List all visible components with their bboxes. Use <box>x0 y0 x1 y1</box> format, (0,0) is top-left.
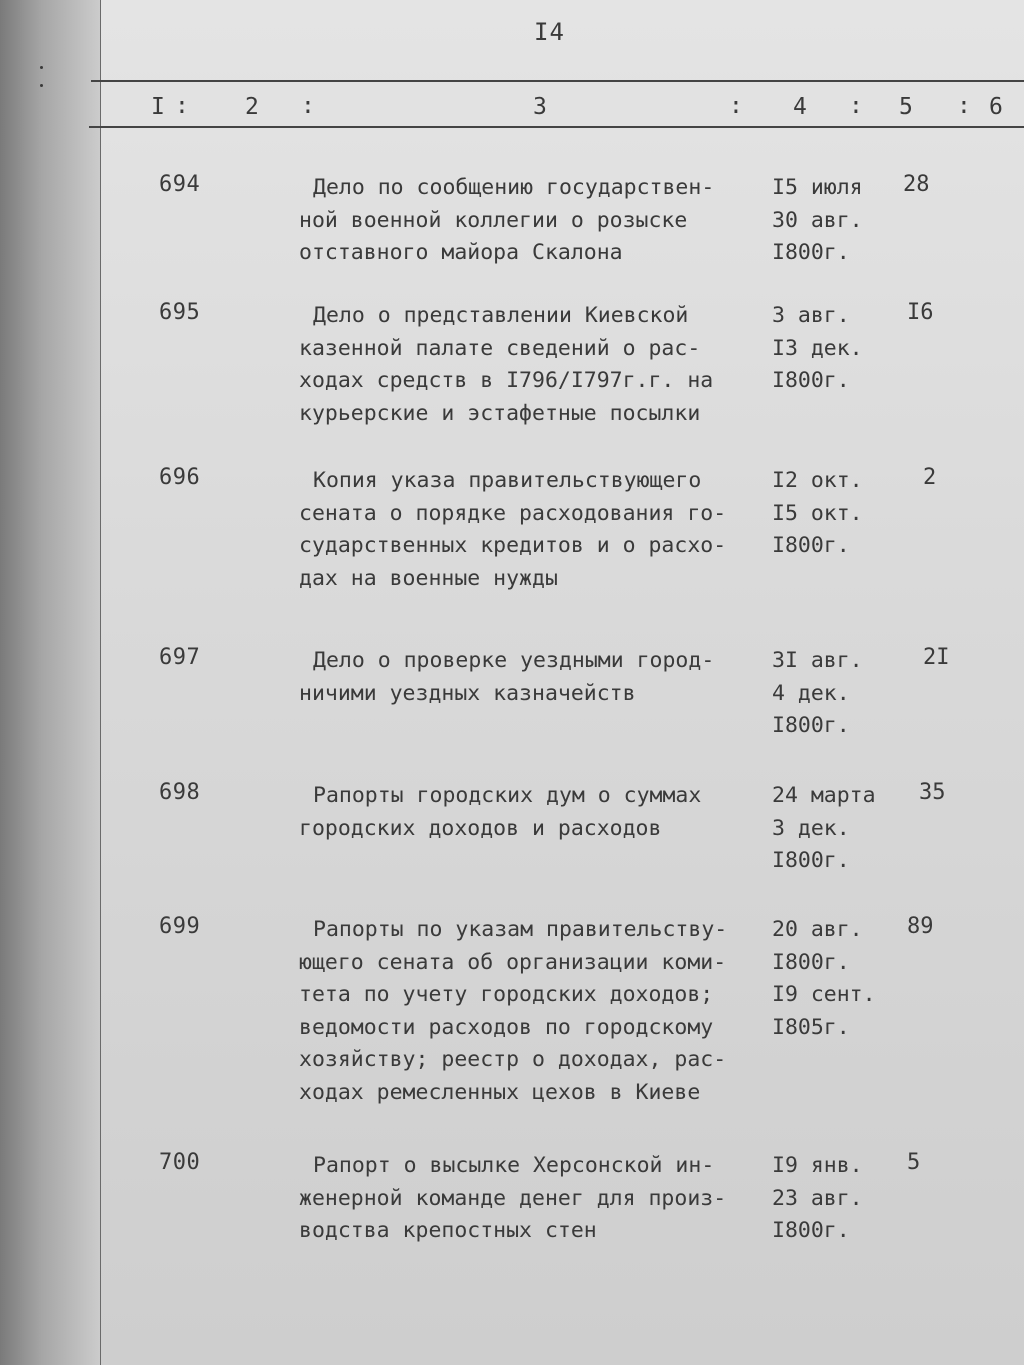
description-line: Рапорты по указам правительству- <box>313 917 728 942</box>
col-header-6: 6 <box>989 94 1003 120</box>
description-line: ющего сената об организации коми- <box>299 949 727 975</box>
date-line: I800г. <box>772 848 850 873</box>
description-line: Дело по сообщению государствен- <box>313 175 715 200</box>
header-rule-bottom <box>89 126 1024 128</box>
date-line: I800г. <box>772 533 850 558</box>
date-line: 4 дек. <box>772 680 850 706</box>
description-line: ничими уездных казначейств <box>299 680 636 706</box>
description-line: хозяйству; реестр о доходах, рас- <box>299 1047 727 1072</box>
page-number: I4 <box>534 18 565 46</box>
entry-dates <box>772 465 863 563</box>
sheet-count: 28 <box>903 172 930 197</box>
entry-description <box>299 1150 759 1248</box>
entry-dates <box>772 914 876 1044</box>
date-line: I3 дек. <box>772 335 863 361</box>
description-line: ведомости расходов по городскому <box>299 1014 714 1040</box>
col-separator: : <box>301 93 315 119</box>
entry-dates <box>772 645 863 743</box>
date-line: 30 авг. <box>772 207 863 233</box>
description-line: Дело о представлении Киевской <box>313 303 689 328</box>
description-line: сударственных кредитов и о расхо- <box>299 533 727 558</box>
description-line: женерной команде денег для произ- <box>299 1185 727 1211</box>
sheet-count: 2 <box>923 465 937 490</box>
description-line: Копия указа правительствующего <box>313 468 702 493</box>
entry-description <box>299 914 759 1109</box>
date-line: I805г. <box>772 1014 850 1040</box>
col-separator: : <box>729 93 743 119</box>
entry-number: 696 <box>159 465 201 490</box>
description-line: ходах ремесленных цехов в Киеве <box>299 1079 701 1105</box>
col-separator: : <box>849 93 863 119</box>
entry-description <box>299 465 759 595</box>
margin-speck <box>40 66 43 69</box>
entry-number: 697 <box>159 645 201 670</box>
left-margin <box>0 0 105 1365</box>
entry-number: 699 <box>159 914 201 939</box>
col-header-5: 5 <box>899 94 913 120</box>
margin-speck <box>40 84 43 87</box>
description-line: ной военной коллегии о розыске <box>299 207 688 233</box>
date-line: I800г. <box>772 713 850 738</box>
description-line: тета по учету городских доходов; <box>299 982 714 1007</box>
date-line: I800г. <box>772 368 850 393</box>
sheet-count: I6 <box>907 300 934 325</box>
col-header-1: I <box>151 94 165 120</box>
header-rule-top <box>91 80 1024 82</box>
description-line: дах на военные нужды <box>299 565 558 591</box>
sheet-count: 5 <box>907 1150 921 1175</box>
entry-dates <box>772 1150 863 1248</box>
description-line: Дело о проверке уездными город- <box>313 648 715 673</box>
entry-description <box>299 300 759 430</box>
date-line: I9 сент. <box>772 982 876 1007</box>
sheet-count: 35 <box>919 780 946 805</box>
entry-description <box>299 780 759 845</box>
entry-number: 700 <box>159 1150 201 1175</box>
entry-dates <box>772 300 863 398</box>
date-line: 23 авг. <box>772 1185 863 1211</box>
date-line: I5 окт. <box>772 500 863 526</box>
date-line: I800г. <box>772 949 850 975</box>
description-line: отставного майора Скалона <box>299 240 623 265</box>
description-line: Рапорты городских дум о суммах <box>313 783 702 808</box>
description-line: сената о порядке расходования го- <box>299 500 727 526</box>
description-line: ходах средств в I796/I797г.г. на <box>299 368 714 393</box>
entry-number: 694 <box>159 172 201 197</box>
entry-number: 698 <box>159 780 201 805</box>
description-line: Рапорт о высылке Херсонской ин- <box>313 1153 715 1178</box>
document-page <box>100 0 1024 1365</box>
date-line: I5 июля <box>772 175 863 200</box>
date-line: 3I авг. <box>772 648 863 673</box>
col-header-3: 3 <box>533 94 547 120</box>
entry-description <box>299 645 759 710</box>
date-line: I9 янв. <box>772 1153 863 1178</box>
entry-number: 695 <box>159 300 201 325</box>
col-separator: : <box>957 93 971 119</box>
description-line: курьерские и эстафетные посылки <box>299 400 701 426</box>
entry-dates <box>772 172 863 270</box>
col-header-2: 2 <box>245 94 259 120</box>
sheet-count: 89 <box>907 914 934 939</box>
entry-dates <box>772 780 876 878</box>
entry-description <box>299 172 759 270</box>
date-line: 20 авг. <box>772 917 863 942</box>
sheet-count: 2I <box>923 645 950 670</box>
description-line: казенной палате сведений о рас- <box>299 335 701 361</box>
date-line: 24 марта <box>772 783 876 808</box>
description-line: городских доходов и расходов <box>299 815 662 841</box>
date-line: 3 авг. <box>772 303 850 328</box>
date-line: I2 окт. <box>772 468 863 493</box>
col-separator: : <box>175 93 189 119</box>
date-line: I800г. <box>772 240 850 265</box>
description-line: водства крепостных стен <box>299 1218 597 1243</box>
date-line: 3 дек. <box>772 815 850 841</box>
col-header-4: 4 <box>793 94 807 120</box>
date-line: I800г. <box>772 1218 850 1243</box>
